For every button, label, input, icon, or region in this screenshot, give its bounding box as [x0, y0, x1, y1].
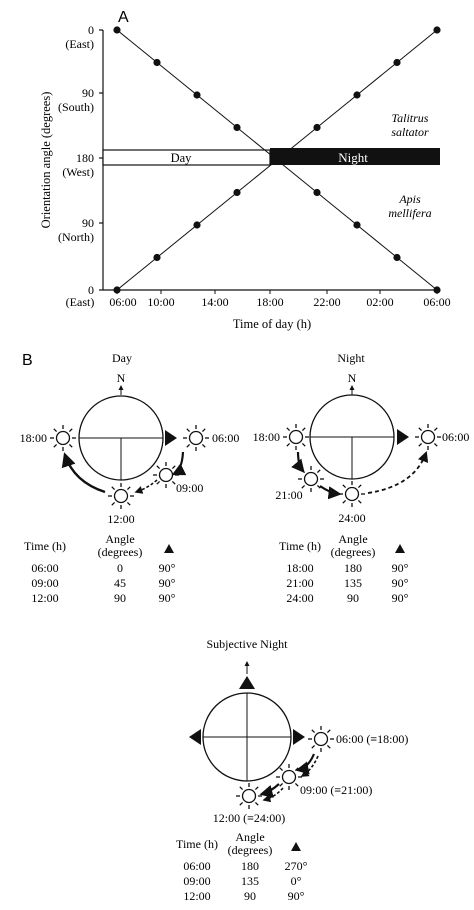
species-label-apis-1: Apis — [399, 192, 421, 206]
time-label: 18:00 — [252, 430, 280, 444]
subjective-night-table — [176, 830, 308, 903]
series-point — [193, 91, 200, 98]
day-bar-label: Day — [170, 151, 192, 165]
table-cell: 270° — [284, 859, 308, 873]
sun-path-arrow — [262, 784, 279, 794]
time-label: 06:00 — [212, 431, 240, 445]
y-tick-3 — [58, 216, 103, 244]
time-label: 09:00 (≡21:00) — [300, 783, 373, 797]
y-tick-label: 180 — [76, 151, 94, 165]
table-cell: 90 — [347, 591, 359, 605]
table-cell: 90 — [244, 889, 256, 903]
x-tick-label: 06:00 — [423, 295, 451, 309]
sun-icon — [283, 424, 309, 450]
table-cell: 12:00 — [183, 889, 211, 903]
time-label: 06:00 — [442, 430, 470, 444]
orientation-triangle-icon — [165, 430, 177, 446]
table-cell: 90° — [287, 889, 305, 903]
sun-path-arrow — [298, 754, 314, 770]
sun-icon — [183, 425, 209, 451]
x-tick-prefix-east: (East) — [65, 295, 95, 309]
y-tick-0 — [65, 23, 103, 51]
table-cell: 135 — [344, 576, 362, 590]
series-point — [153, 254, 160, 261]
triangle-icon — [164, 544, 174, 553]
sun-icon — [50, 425, 76, 451]
night-table — [279, 532, 409, 605]
y-tick-label: 0 — [88, 283, 94, 297]
panel-b-label: B — [22, 352, 33, 369]
species-label-talitrus-2: saltator — [391, 125, 429, 139]
day-diagram — [20, 351, 240, 526]
table-cell: 90 — [114, 591, 126, 605]
time-label: 06:00 (≡18:00) — [336, 732, 409, 746]
series-point — [393, 59, 400, 66]
table-cell: 90° — [391, 561, 409, 575]
table-cell: 90° — [391, 591, 409, 605]
table-cell: 09:00 — [31, 576, 59, 590]
series-point — [353, 91, 360, 98]
orientation-triangle-icon-east — [293, 729, 305, 745]
series-point — [353, 221, 360, 228]
col-angle-header: Angle — [235, 830, 265, 844]
species-label-apis-2: mellifera — [388, 206, 432, 220]
sun-path-arrow-dashed — [264, 788, 283, 800]
col-time-header: Time (h) — [176, 837, 218, 851]
y-tick-2 — [62, 151, 103, 179]
series-point — [433, 26, 440, 33]
night-bar-label: Night — [338, 150, 368, 165]
table-cell: 09:00 — [183, 874, 211, 888]
x-tick — [313, 290, 340, 309]
x-tick-label: 18:00 — [256, 295, 284, 309]
sun-icon — [236, 783, 262, 809]
x-tick-label: 14:00 — [201, 295, 229, 309]
col-time-header: Time (h) — [279, 539, 321, 553]
series-point — [233, 189, 240, 196]
sun-icon — [308, 726, 334, 752]
col-angle-header: Angle — [338, 532, 368, 546]
col-angle-subheader: (degrees) — [227, 843, 273, 857]
table-cell: 21:00 — [286, 576, 314, 590]
table-cell: 06:00 — [31, 561, 59, 575]
col-angle-header: Angle — [105, 532, 135, 546]
table-cell: 18:00 — [286, 561, 314, 575]
table-cell: 90° — [391, 576, 409, 590]
y-axis-label: Orientation angle (degrees) — [39, 91, 53, 229]
y-tick-direction: (West) — [62, 165, 94, 179]
table-cell: 06:00 — [183, 859, 211, 873]
x-tick — [256, 290, 283, 309]
y-tick-label: 0 — [88, 23, 94, 37]
subjective-night-diagram — [189, 637, 408, 825]
orientation-triangle-icon-west — [189, 729, 201, 745]
sun-icon — [108, 483, 134, 509]
x-tick — [201, 290, 228, 309]
table-cell: 135 — [241, 874, 259, 888]
time-label: 21:00 — [275, 488, 303, 502]
north-label: N — [347, 371, 357, 385]
x-tick-label: 22:00 — [313, 295, 341, 309]
x-tick-label: 06:00 — [109, 295, 137, 309]
y-tick-direction: (East) — [65, 37, 94, 51]
orientation-triangle-icon — [397, 429, 409, 445]
y-tick-direction: (North) — [58, 230, 94, 244]
table-cell: 90° — [158, 591, 176, 605]
sun-icon — [276, 764, 302, 790]
x-tick — [366, 290, 393, 309]
species-label-talitrus-1: Talitrus — [391, 111, 429, 125]
x-tick-label: 02:00 — [366, 295, 394, 309]
series-point — [113, 26, 120, 33]
day-title: Day — [112, 351, 132, 365]
y-tick-label: 90 — [82, 216, 94, 230]
y-tick-1 — [58, 86, 103, 114]
y-tick-direction: (South) — [58, 100, 94, 114]
time-label: 24:00 — [338, 511, 366, 525]
orientation-triangle-icon-north — [239, 676, 255, 689]
x-ticks — [109, 290, 450, 309]
series-point — [313, 189, 320, 196]
table-cell: 0 — [117, 561, 123, 575]
sun-icon — [339, 481, 365, 507]
table-cell: 90° — [158, 576, 176, 590]
x-tick-label: 10:00 — [147, 295, 175, 309]
series-point — [113, 286, 120, 293]
series-point — [433, 286, 440, 293]
col-angle-subheader: (degrees) — [97, 545, 143, 559]
series-point — [153, 59, 160, 66]
night-diagram — [253, 351, 470, 525]
table-cell: 90° — [158, 561, 176, 575]
table-cell: 12:00 — [31, 591, 59, 605]
time-label: 12:00 — [107, 512, 135, 526]
col-angle-subheader: (degrees) — [330, 545, 376, 559]
table-cell: 180 — [241, 859, 259, 873]
sun-path-arrow-dashed — [136, 480, 157, 492]
night-title: Night — [337, 351, 365, 365]
sun-icon — [415, 424, 441, 450]
time-label: 18:00 — [19, 431, 47, 445]
table-cell: 0° — [290, 874, 302, 888]
day-table — [24, 532, 176, 605]
sun-path-arrow — [320, 486, 339, 494]
table-cell: 45 — [114, 576, 126, 590]
triangle-icon — [291, 842, 301, 851]
sun-path-arrow — [298, 452, 303, 471]
series-point — [193, 221, 200, 228]
x-tick — [109, 290, 136, 309]
time-label: 09:00 — [176, 481, 204, 495]
y-tick-label: 90 — [82, 86, 94, 100]
series-point — [233, 124, 240, 131]
triangle-icon — [395, 544, 405, 553]
col-time-header: Time (h) — [24, 539, 66, 553]
series-point — [393, 254, 400, 261]
series-point — [313, 124, 320, 131]
x-axis-label: Time of day (h) — [232, 317, 312, 331]
table-cell: 180 — [344, 561, 362, 575]
panel-a-label: A — [118, 9, 129, 26]
time-label: 12:00 (≡24:00) — [212, 811, 286, 825]
series-point — [273, 156, 280, 163]
table-cell: 24:00 — [286, 591, 314, 605]
x-tick — [147, 290, 174, 309]
sun-path-arrow — [174, 452, 183, 474]
north-label: N — [116, 371, 126, 385]
subjective-night-title: Subjective Night — [206, 637, 288, 651]
